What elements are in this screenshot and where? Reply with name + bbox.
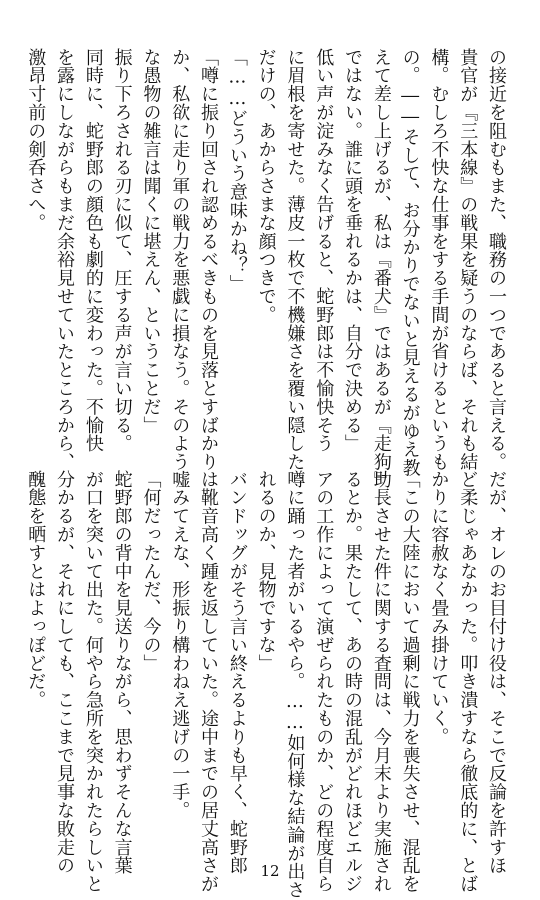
text-line: 助長させた件に関する査問は、今月末より実施され: [370, 470, 392, 894]
text-line: は靴音高く踵を返していた。途中までの居丈高さが: [198, 470, 220, 894]
text-line: えて差し上げるが、私は『番犬』ではあるが『走狗』: [370, 48, 392, 490]
text-line: ど柔じゃあなかった。叩き潰すなら徹底的に、とば: [457, 470, 479, 894]
text-line: 分かるが、それにしても、ここまで見事な敗走の: [54, 470, 76, 875]
text-line: 「噂に振り回され認めるべきものを見落とすばかり: [198, 48, 220, 472]
text-line: な愚物の雑言は聞くに堪えん、ということだ」: [140, 48, 162, 435]
text-line: かりに容赦なく畳み掛けていく。: [428, 470, 450, 746]
text-line: 噂に踊った者がいるやら。……如何様な結論が出さ: [284, 470, 306, 900]
text-line: 振り下ろされる刃に似て、圧する声が言い切る。: [111, 48, 133, 453]
text-line: を露にしながらもまだ余裕見せていたところから、: [54, 48, 76, 472]
text-line: だけの、あからさまな顔つきで。: [255, 48, 277, 324]
upper-text-block: [25, 48, 510, 490]
text-line: れるのか、見物ですな」: [255, 470, 277, 673]
text-line: るとか。果たして、あの時の混乱がどれほどエルジ: [342, 470, 364, 894]
text-line: 「……どういう意味かね？」: [226, 48, 248, 294]
text-line: 「この大陸において過剰に戦力を喪失させ、混乱を: [399, 470, 421, 894]
text-line: 低い声が淀みなく告げると、蛇野郎は不愉快そう: [313, 48, 335, 453]
text-line: 構。むしろ不快な仕事をする手間が省けるというも: [428, 48, 450, 472]
text-line: バンドッグがそう言い終えるよりも早く、蛇野郎: [226, 470, 248, 875]
text-line: 貴官が『三本線』の戦果を疑うのならば、それも結: [457, 48, 479, 472]
text-line: ではない。誰に頭を垂れるかは、自分で決める」: [342, 48, 364, 453]
text-line: が口を突いて出た。何やら急所を突かれたらしいと: [82, 470, 104, 894]
text-line: か、私欲に走り軍の戦力を悪戯に損なう。そのよう: [169, 48, 191, 472]
text-line: 嘘みてえな、形振り構わねえ逃げの一手。: [169, 470, 191, 820]
text-line: 激昂寸前の剣呑さへ。: [25, 48, 47, 232]
text-line: だが、オレのお目付け役は、そこで反論を許すほ: [486, 470, 507, 875]
text-line: 蛇野郎の背中を見送りながら、思わずそんな言葉: [111, 470, 133, 875]
page-number: 12: [260, 862, 280, 880]
text-line: 「何だったんだ、今の」: [140, 470, 162, 673]
text-line: 醜態を晒すとはよっぽどだ。: [25, 470, 47, 710]
text-line: アの工作によって演ぜられたものか、どの程度自ら: [313, 470, 335, 894]
text-line: に眉根を寄せた。薄皮一枚で不機嫌さを覆い隠した: [284, 48, 306, 472]
text-line: 同時に、蛇野郎の顔色も劇的に変わった。不愉快: [82, 48, 104, 453]
text-line: の。――そして、お分かりでないと見えるがゆえ教: [399, 48, 421, 478]
text-line: の接近を阻むもまた、職務の一つであると言える。: [486, 48, 507, 472]
